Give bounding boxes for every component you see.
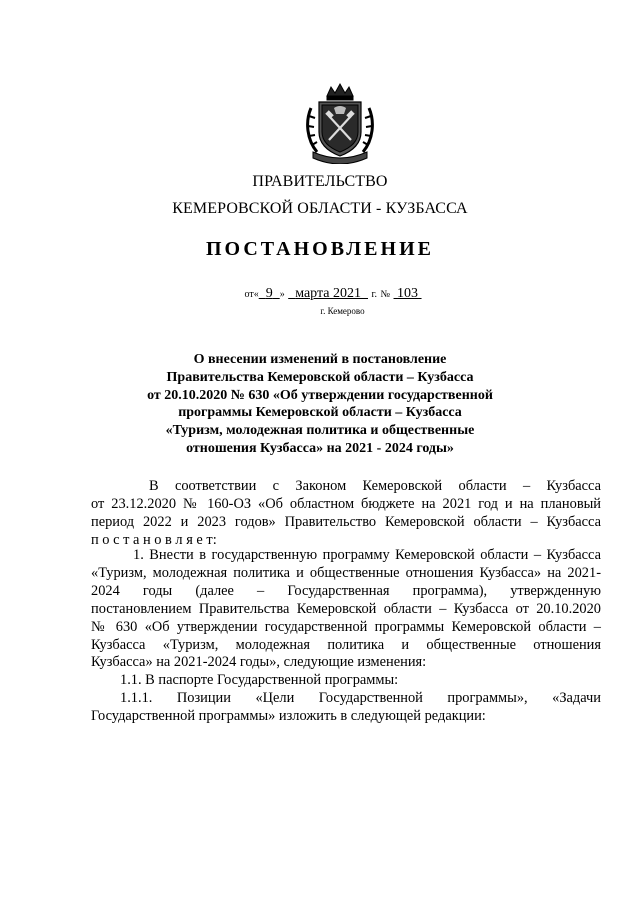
city-label: г. Кемерово [320, 306, 365, 316]
government-name-line-2: КЕМЕРОВСКОЙ ОБЛАСТИ - КУЗБАССА [172, 200, 468, 217]
document-type-heading: ПОСТАНОВЛЕНИЕ [206, 238, 434, 260]
item-1-1: 1.1. В паспорте Государственной программы: [120, 672, 399, 689]
title-line: отношения Кузбасса» на 2021 - 2024 годы» [186, 440, 454, 456]
date-year-suffix: г. [371, 289, 377, 300]
date-number-row [218, 286, 448, 302]
body-line: от 23.12.2020 № 160-ОЗ «Об областном бюджете на 2021 год и на плановый [91, 495, 601, 512]
date-prefix: от« [244, 289, 259, 300]
body-line: Кузбасса «Туризм, молодежная политика и общественные отношения [91, 636, 601, 653]
date-close-quote: » [279, 289, 285, 300]
body-line: постановлением Правительства Кемеровской области – Кузбасса от 20.10.2020 [91, 600, 601, 617]
document-title [130, 351, 510, 458]
title-line: программы Кемеровской области – Кузбасса [178, 405, 462, 421]
number-sign: № [380, 289, 391, 300]
body-line: Кузбасса» на 2021-2024 годы», следующие изменения: [91, 654, 427, 671]
title-line: О внесении изменений в постановление [193, 352, 447, 367]
body-line: № 630 «Об утверждении государственной программы Кемеровской области – [91, 618, 601, 635]
title-line: «Туризм, молодежная политика и общественные [165, 423, 475, 439]
date-month-year: марта 2021 [295, 286, 361, 301]
document-number: 103 [397, 286, 419, 301]
body-line: Государственной программы» изложить в следующей редакции: [91, 708, 486, 725]
body-line: 1.1.1. Позиции «Цели Государственной программы», «Задачи [120, 690, 601, 707]
date-day: 9 [265, 286, 273, 301]
body-line: «Туризм, молодежная политика и общественные отношения Кузбасса» на 2021- [91, 564, 601, 581]
item-1-paragraph [91, 547, 601, 726]
body-line: период 2022 и 2023 годов» Правительство Кемеровской области – Кузбасса [91, 513, 601, 530]
body-line: п о с т а н о в л я е т: [91, 531, 217, 548]
government-name-line-1: ПРАВИТЕЛЬСТВО [252, 173, 388, 190]
preamble-paragraph [91, 478, 601, 550]
body-line: 2024 годы (далее – Государственная программа), утвержденную [91, 582, 601, 599]
body-line: 1. Внести в государственную программу Кемеровской области – Кузбасса [133, 547, 601, 563]
title-line: Правительства Кемеровской области – Кузбасса [166, 369, 474, 385]
body-line: В соответствии с Законом Кемеровской области – Кузбасса [149, 478, 601, 494]
title-line: от 20.10.2020 № 630 «Об утверждении государственной [147, 387, 493, 403]
kuzbass-coat-of-arms-icon [301, 82, 379, 164]
